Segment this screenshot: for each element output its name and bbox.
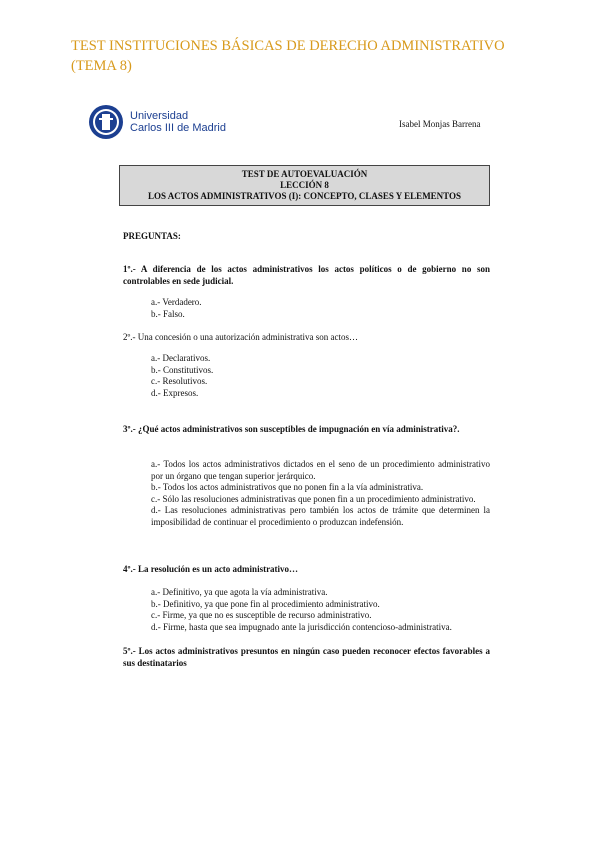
question-1 <box>123 264 490 287</box>
question-5 <box>123 646 490 669</box>
option-3c: c.- Sólo las resoluciones administrativas que ponen fin a un procedimiento administrativo. <box>151 493 476 504</box>
preguntas-heading: PREGUNTAS: <box>123 231 181 241</box>
university-name-line2: Carlos III de Madrid <box>130 122 226 134</box>
option-1b: b.- Falso. <box>151 308 185 319</box>
option-2d: d.- Expresos. <box>151 387 199 398</box>
university-name-line1: Universidad <box>130 110 189 122</box>
option-3a: a.- Todos los actos administrativos dictados en el seno de un procedimiento administrativo por un órgano que tengan superior jerárquico. <box>151 459 490 481</box>
question-2-options <box>123 353 490 399</box>
question-3-options <box>123 459 490 528</box>
test-header-line3: LOS ACTOS ADMINISTRATIVOS (I): CONCEPTO, CLASES Y ELEMENTOS <box>147 191 462 201</box>
university-seal-icon <box>88 104 124 140</box>
question-3-text: 3º.- ¿Qué actos administrativos son susceptibles de impugnación en vía administrativa?. <box>123 424 460 434</box>
option-4b: b.- Definitivo, ya que pone fin al procedimiento administrativo. <box>151 598 380 609</box>
test-header-line2: LECCIÓN 8 <box>280 180 329 190</box>
option-2a: a.- Declarativos. <box>151 353 211 363</box>
question-1-options <box>123 297 490 320</box>
option-4c: c.- Firme, ya que no es susceptible de recurso administrativo. <box>151 610 372 620</box>
question-3 <box>123 424 490 436</box>
option-4d: d.- Firme, hasta que sea impugnado ante la jurisdicción contencioso-administrativa. <box>151 621 452 632</box>
option-2b: b.- Constitutivos. <box>151 364 214 375</box>
question-2-text: 2º.- Una concesión o una autorización administrativa son actos… <box>123 332 358 342</box>
question-4 <box>123 564 490 576</box>
option-3b: b.- Todos los actos administrativos que no ponen fin a la vía administrativa. <box>151 482 424 492</box>
question-2 <box>123 332 490 344</box>
author-name: Isabel Monjas Barrena <box>399 119 481 129</box>
test-header-line1: TEST DE AUTOEVALUACIÓN <box>241 169 368 179</box>
question-4-options <box>123 587 490 633</box>
option-3d: d.- Las resoluciones administrativas pero también los actos de trámite que determinen la imposibilidad de continuar el procedimiento o produzcan indefensión. <box>151 505 490 527</box>
option-4a: a.- Definitivo, ya que agota la vía administrativa. <box>151 587 328 597</box>
question-4-text: 4º.- La resolución es un acto administrativo… <box>123 564 299 574</box>
option-1a: a.- Verdadero. <box>151 297 202 307</box>
question-1-text: 1º.- A diferencia de los actos administrativos los actos políticos o de gobierno no son controlables en sede judicial. <box>123 264 490 286</box>
question-5-text: 5º.- Los actos administrativos presuntos en ningún caso pueden reconocer efectos favorables a sus destinatarios <box>123 646 490 668</box>
test-header-box <box>119 165 490 206</box>
option-2c: c.- Resolutivos. <box>151 376 208 386</box>
document-title: TEST INSTITUCIONES BÁSICAS DE DERECHO ADMINISTRATIVO (TEMA 8) <box>71 38 505 74</box>
university-logo <box>88 104 226 140</box>
